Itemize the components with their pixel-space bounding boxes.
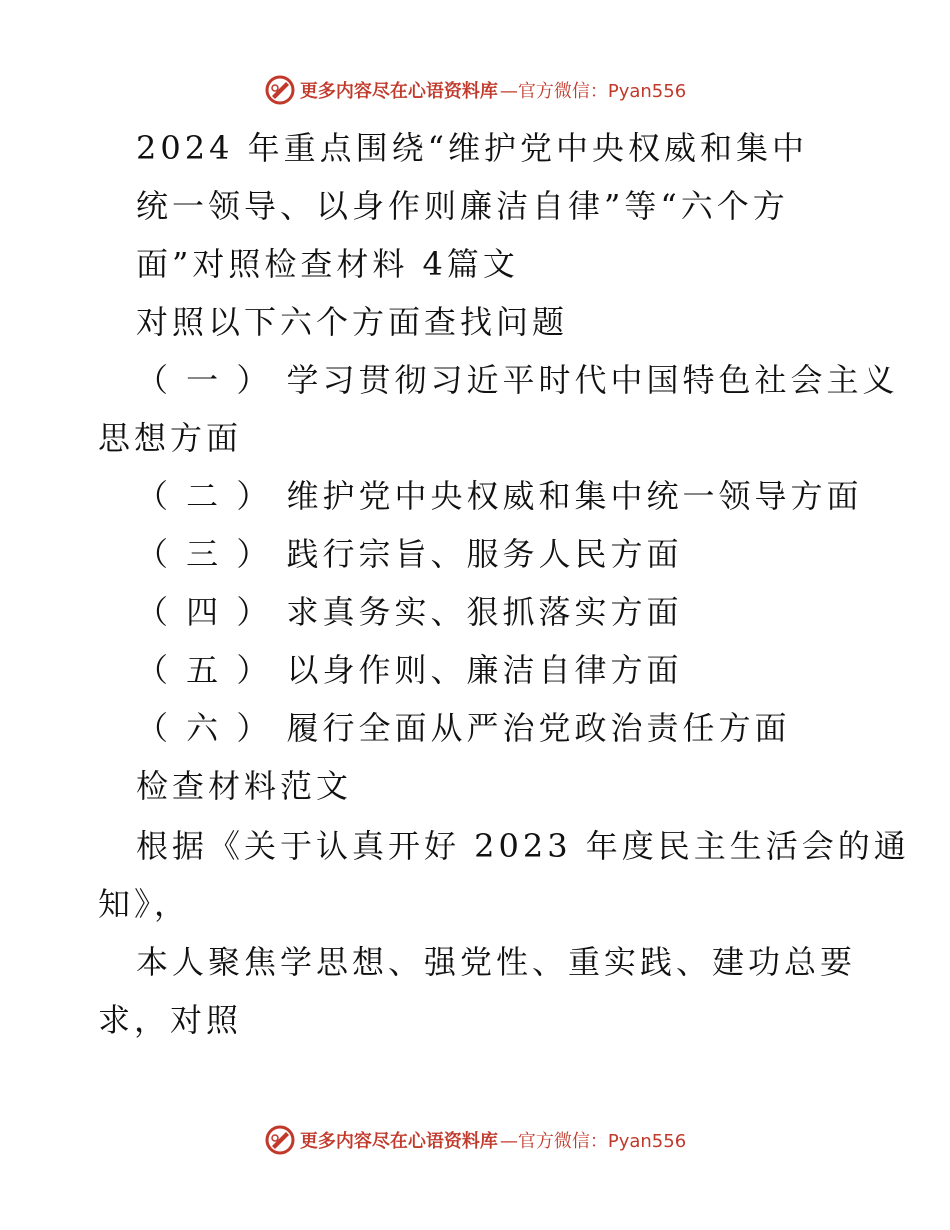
- watermark-suffix: —官方微信：Pyan556: [499, 1131, 687, 1152]
- aspect-item-1: （ 一 ） 学习贯彻习近平时代中国特色社会主义: [136, 361, 899, 399]
- aspect-item-2: （ 二 ） 维护党中央权威和集中统一领导方面: [136, 477, 863, 515]
- aspect-item-5: （ 五 ） 以身作则、廉洁自律方面: [136, 651, 683, 689]
- body-line-3: 本人聚焦学思想、强党性、重实践、建功总要: [136, 943, 857, 981]
- watermark-banner-bottom: [0, 1120, 950, 1160]
- brand-logo-icon: [264, 1124, 296, 1156]
- watermark-text: 更多内容尽在心语资料库: [299, 81, 498, 102]
- aspect-item-4: （ 四 ） 求真务实、狠抓落实方面: [136, 593, 683, 631]
- aspect-item-3: （ 三 ） 践行宗旨、服务人民方面: [136, 535, 683, 573]
- body-line-4: 求，对照: [98, 1001, 243, 1039]
- doc-intro: 对照以下六个方面查找问题: [136, 303, 569, 341]
- watermark-banner-top: [0, 70, 950, 110]
- body-line-2: 知》，: [98, 885, 191, 923]
- brand-logo-icon: [264, 74, 296, 106]
- watermark-text: 更多内容尽在心语资料库: [299, 1131, 498, 1152]
- doc-title-line-1: 2024 年重点围绕“维护党中央权威和集中: [136, 129, 808, 167]
- doc-title-line-3: 面”对照检查材料 4篇文: [136, 245, 519, 283]
- watermark-suffix: —官方微信：Pyan556: [499, 81, 687, 102]
- doc-title-line-2: 统一领导、以身作则廉洁自律”等“六个方: [136, 187, 789, 225]
- aspect-item-6: （ 六 ） 履行全面从严治党政治责任方面: [136, 709, 791, 747]
- aspect-item-1-cont: 思想方面: [98, 419, 243, 457]
- sample-heading: 检查材料范文: [136, 767, 353, 805]
- body-line-1: 根据《关于认真开好 2023 年度民主生活会的通: [136, 827, 910, 865]
